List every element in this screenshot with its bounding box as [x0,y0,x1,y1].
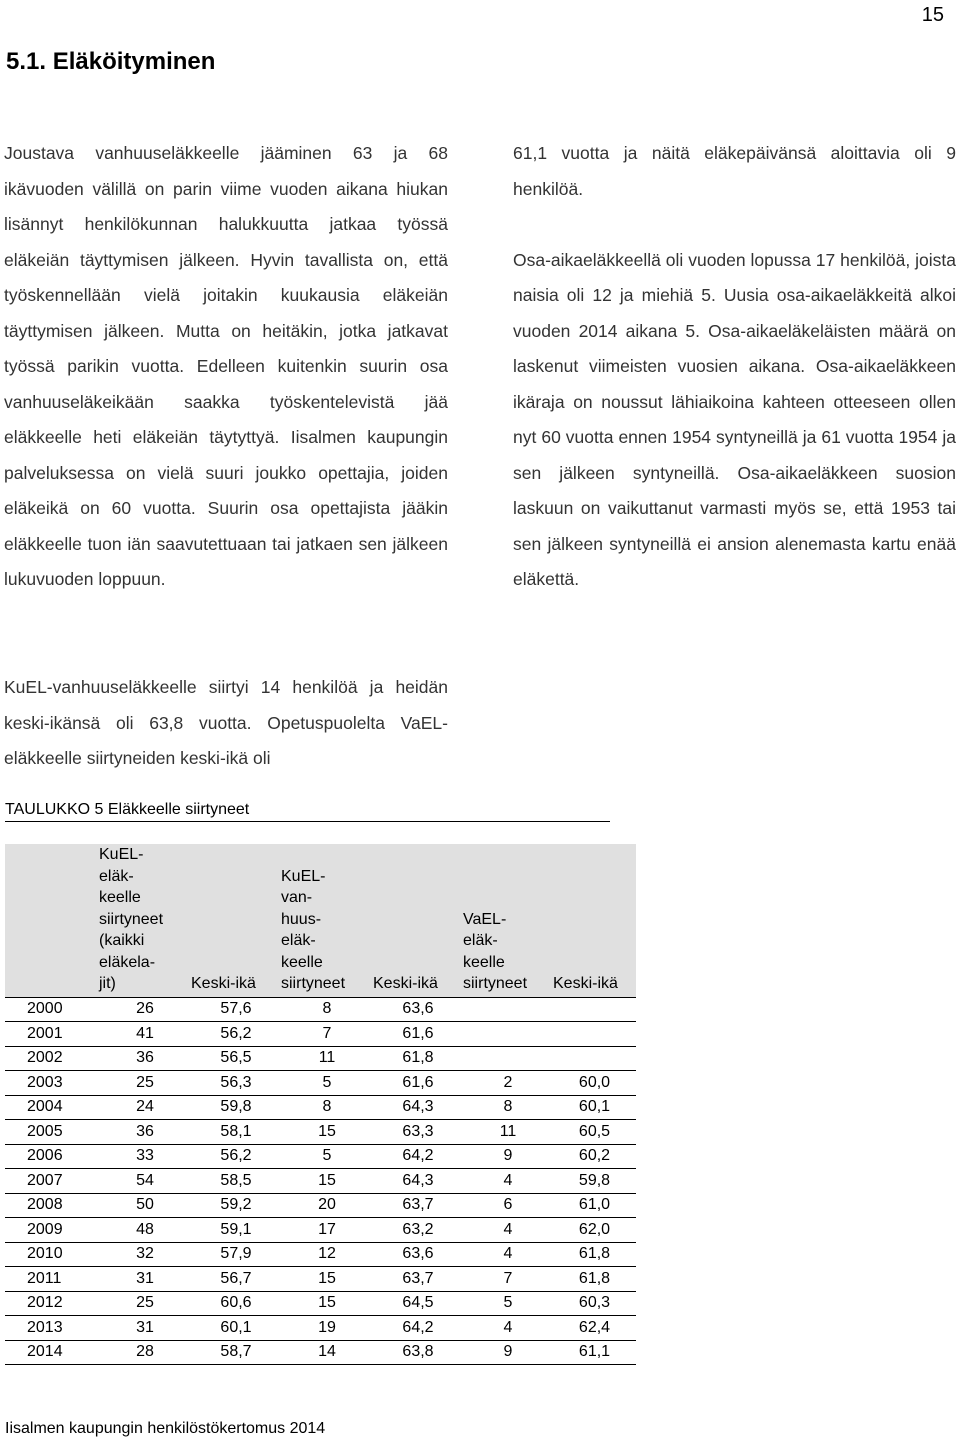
table-cell [463,1022,553,1047]
table-cell: 62,4 [578,1318,611,1336]
table-cell: 15 [318,1269,336,1287]
table-body [5,997,636,1365]
section-heading: 5.1. Eläköityminen [6,48,216,75]
table-cell: 60,2 [578,1147,611,1165]
table-row [5,1169,636,1194]
table-cell: 31 [136,1269,154,1287]
table-row [5,1267,636,1292]
table-cell: 33 [136,1147,154,1165]
table-cell-year: 2003 [27,1073,63,1091]
table-cell: 60,1 [578,1098,611,1116]
table-cell: 58,1 [220,1122,252,1140]
header-mean-age-3: Keski-ikä [553,844,636,997]
table-cell [463,1046,553,1071]
table-cell: 61,1 [578,1343,611,1361]
table-cell: 9 [503,1147,513,1165]
table-cell: 56,2 [220,1147,252,1165]
table-cell: 64,2 [402,1318,434,1336]
table-cell: 56,7 [220,1269,252,1287]
table-cell: 60,1 [220,1318,252,1336]
header-mean-age-1: Keski-ikä [191,844,281,997]
table-cell: 60,5 [578,1122,611,1140]
table-row [5,1340,636,1365]
table-cell-year: 2005 [27,1122,63,1140]
table-cell: 25 [136,1294,154,1312]
table-cell: 61,8 [402,1049,434,1067]
paragraph-left: Joustava vanhuuseläkkeelle jääminen 63 ja 68 ikävuoden välillä on parin viime vuoden aikana hiukan lisännyt henkilökunnan halukkuutta jatkaa työssä eläkeiän täyttymisen jälkeen. Hyvin tavallista on, että työskennellään vielä joitakin kuukausia eläkeiän täyttymisen jälkeen. Mutta on heitäkin, jotka jatkavat työssä parikin vuotta. Edelleen kuitenkin suurin osa vanhuuseläkeikään saakka työskentelevistä jää eläkkeelle heti eläkeiän täytyttyä. Iisalmen kaupungin palveluksessa on vielä suuri joukko opettajia, joiden eläkeikä on 60 vuotta. Suurin osa opettajista jääkin eläkkeelle tuon iän saavutettuaan tai jatkaen sen jälkeen lukuvuoden loppuun. [4,143,448,589]
table-cell: 41 [136,1024,154,1042]
table-cell: 4 [503,1220,513,1238]
header-vael: VaEL- eläk- keelle siirtyneet [463,844,553,997]
table-row [5,1120,636,1145]
table-cell: 12 [318,1245,336,1263]
header-mean-age-2: Keski-ikä [373,844,463,997]
table-cell: 8 [503,1098,513,1116]
table-cell: 17 [318,1220,336,1238]
table-cell: 59,1 [220,1220,252,1238]
table-cell: 4 [503,1245,513,1263]
table-cell [553,1046,636,1071]
table-cell: 61,0 [578,1196,611,1214]
table-cell: 62,0 [578,1220,611,1238]
table-cell: 2 [503,1073,513,1091]
table-cell: 63,6 [402,1000,434,1018]
header-kuel-all: KuEL- eläk- keelle siirtyneet (kaikki eläkela- jit) [99,844,191,997]
table-cell-year: 2001 [27,1024,63,1042]
table-cell-year: 2011 [27,1269,62,1287]
table-row [5,1316,636,1341]
header-kuel-old-age: KuEL- van- huus- eläk- keelle siirtyneet [281,844,373,997]
table-cell: 63,2 [402,1220,434,1238]
table-cell: 31 [136,1318,154,1336]
table-cell: 64,3 [402,1098,434,1116]
table-cell: 64,5 [402,1294,434,1312]
table-cell: 63,6 [402,1245,434,1263]
table-row [5,1022,636,1047]
table-cell: 5 [322,1073,332,1091]
table-cell-year: 2014 [27,1343,63,1361]
table-cell: 58,7 [220,1343,252,1361]
table-cell-year: 2002 [27,1049,63,1067]
table-cell-year: 2007 [27,1171,63,1189]
paragraph-right-1: 61,1 vuotta ja näitä eläkepäivänsä aloittavia oli 9 henkilöä. [513,143,956,199]
table-cell: 63,7 [402,1196,434,1214]
table-cell: 4 [503,1171,513,1189]
table-header-row [5,844,636,997]
table-cell: 61,8 [578,1269,611,1287]
table-cell: 64,2 [402,1147,434,1165]
table-cell [463,997,553,1022]
table-cell: 58,5 [220,1171,252,1189]
table-cell-year: 2009 [27,1220,63,1238]
table-cell: 59,2 [220,1196,252,1214]
table-cell: 28 [136,1343,154,1361]
table-cell: 25 [136,1073,154,1091]
table-cell: 61,8 [578,1245,611,1263]
table-cell: 5 [322,1147,332,1165]
table-cell: 63,8 [402,1343,434,1361]
table-cell-year: 2013 [27,1318,63,1336]
table-cell: 59,8 [578,1171,611,1189]
table-cell: 20 [318,1196,336,1214]
table-caption: TAULUKKO 5 Eläkkeelle siirtyneet [5,800,610,822]
table-cell-year: 2004 [27,1098,63,1116]
table-cell-year: 2012 [27,1294,63,1312]
table-row [5,1242,636,1267]
table-cell: 50 [136,1196,154,1214]
table-cell: 59,8 [220,1098,252,1116]
table-cell: 15 [318,1122,336,1140]
table-cell: 57,9 [220,1245,252,1263]
table-cell-year: 2008 [27,1196,63,1214]
table-cell: 36 [136,1122,154,1140]
table-cell: 63,7 [402,1269,434,1287]
table-cell: 32 [136,1245,154,1263]
table-cell: 56,5 [220,1049,252,1067]
table-cell: 4 [503,1318,513,1336]
table-cell: 64,3 [402,1171,434,1189]
table-cell: 11 [499,1122,517,1140]
table-cell: 63,3 [402,1122,434,1140]
table-row [5,1218,636,1243]
table-cell-year: 2000 [27,1000,63,1018]
table-cell: 8 [322,1000,332,1018]
page-number: 15 [921,4,944,26]
table-cell: 26 [136,1000,154,1018]
paragraph-right-2: Osa-aikaeläkkeellä oli vuoden lopussa 17 henkilöä, joista naisia oli 12 ja miehiä 5. Uusia osa-aikaeläkkeitä alkoi vuoden 2014 aikana 5. Osa-aikaeläkeläisten määrä on laskenut viimeisten vuosien aikana. Osa-aikaeläkkeen ikäraja on noussut lähiaikoina kahteen otteeseen ollen nyt 60 vuotta ennen 1954 syntyneillä ja 61 vuotta 1954 ja sen jälkeen syntyneillä. Osa-aikaeläkkeen suosion laskuun on vaikuttanut varmasti myös se, että 1953 tai sen jälkeen syntyneillä ei ansion alenemasta kartu enää eläkettä. [513,249,956,589]
table-row [5,1144,636,1169]
table-cell: 60,0 [578,1073,611,1091]
table-cell: 15 [318,1294,336,1312]
table-cell: 19 [318,1318,336,1336]
table-cell: 7 [322,1024,332,1042]
table-row [5,1071,636,1096]
table-cell: 60,6 [220,1294,252,1312]
header-year [5,844,99,997]
paragraph-bottom-left: KuEL-vanhuuseläkkeelle siirtyi 14 henkilöä ja heidän keski-ikänsä oli 63,8 vuotta. Opetuspuolelta VaEL-eläkkeelle siirtyneiden keski-ikä oli [4,677,448,768]
table-cell [553,997,636,1022]
table-cell-year: 2006 [27,1147,63,1165]
table-cell: 5 [503,1294,513,1312]
table-cell: 54 [136,1171,154,1189]
table-cell: 24 [136,1098,154,1116]
table-cell: 56,2 [220,1024,252,1042]
table-row [5,1193,636,1218]
table-cell: 8 [322,1098,332,1116]
table-cell: 11 [318,1049,336,1067]
table-cell: 7 [503,1269,513,1287]
retirement-table [5,844,636,1365]
table-row [5,997,636,1022]
table-row [5,1046,636,1071]
footer: Iisalmen kaupungin henkilöstökertomus 2014 [5,1420,326,1437]
table-cell: 60,3 [578,1294,611,1312]
table-cell: 57,6 [220,1000,252,1018]
table-cell: 9 [503,1343,513,1361]
table-cell: 61,6 [402,1024,434,1042]
table-cell: 15 [318,1171,336,1189]
table-cell: 14 [318,1343,336,1361]
table-cell: 56,3 [220,1073,252,1091]
table-cell: 6 [503,1196,513,1214]
table-row [5,1291,636,1316]
table-cell-year: 2010 [27,1245,63,1263]
table-cell: 48 [136,1220,154,1238]
table-cell: 61,6 [402,1073,434,1091]
right-column [513,136,956,598]
table-row [5,1095,636,1120]
table-cell: 36 [136,1049,154,1067]
table-cell [553,1022,636,1047]
